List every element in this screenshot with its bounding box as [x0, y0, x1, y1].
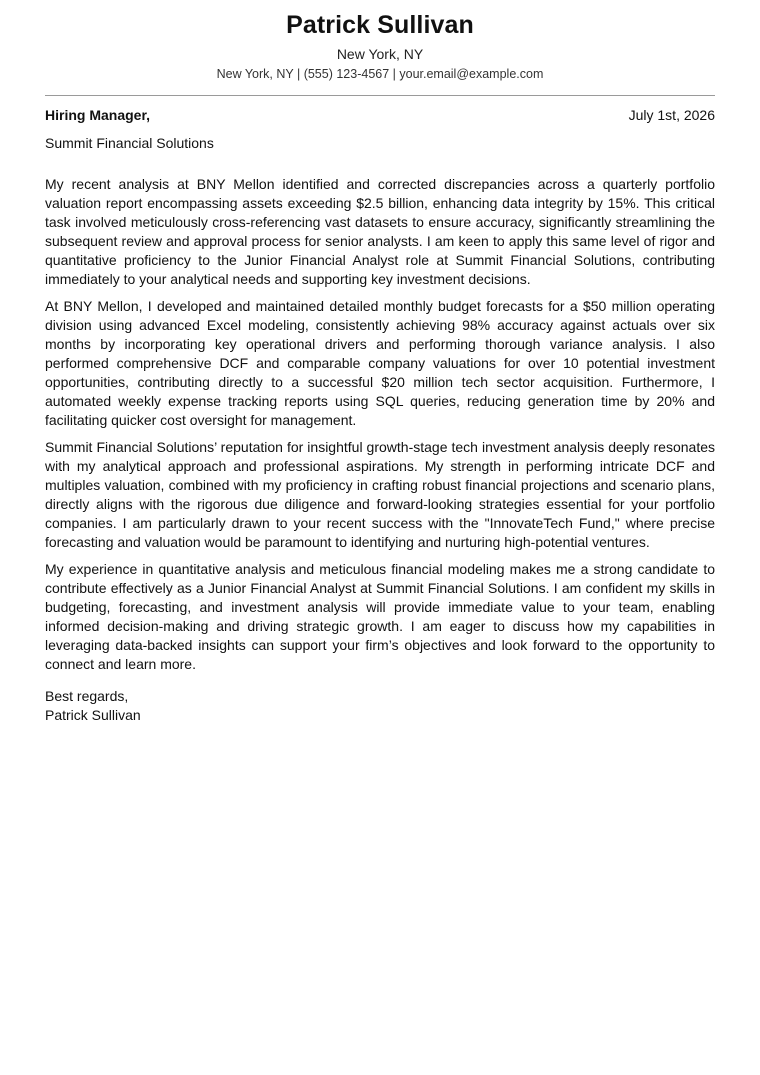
cover-letter-page — [45, 0, 715, 725]
body-paragraph: Summit Financial Solutions’ reputation for insightful growth-stage tech investment analysis deeply resonates with my analytical approach and professional aspirations. My strength in performing intricate DCF and multiples valuation, combined with my proficiency in crafting robust financial projections and scenario plans, directly aligns with the rigorous due diligence and forward-looking strategies essential for your portfolio companies. I am particularly drawn to your recent success with the "InnovateTech Fund," where precise forecasting and valuation would be paramount to identifying and nurturing high-potential ventures. — [45, 439, 715, 550]
letter-closing — [45, 687, 715, 725]
header-divider — [45, 95, 715, 96]
letter-date: July 1st, 2026 — [628, 107, 715, 123]
letter-body — [45, 175, 715, 674]
body-paragraph: At BNY Mellon, I developed and maintained detailed monthly budget forecasts for a $50 million operating division using advanced Excel modeling, consistently achieving 98% accuracy against actuals over six months by incorporating key operational drivers and performing thorough variance analysis. I also performed comprehensive DCF and comparable company valuations for over 10 potential investment opportunities, contributing directly to a successful $20 million tech sector acquisition. Furthermore, I automated weekly expense tracking reports using SQL queries, reducing generation time by 20% and facilitating quicker cost oversight for management. — [45, 298, 715, 428]
recipient-row — [45, 106, 715, 124]
body-paragraph: My recent analysis at BNY Mellon identified and corrected discrepancies across a quarterly portfolio valuation report encompassing assets exceeding $2.5 billion, enhancing data integrity by 15%. This critical task involved meticulously cross-referencing vast datasets to ensure accuracy, significantly streamlining the subsequent review and approval process for senior analysts. I am keen to apply this same level of rigor and quantitative proficiency to the Junior Financial Analyst role at Summit Financial Solutions, contributing immediately to your analytical needs and supporting key investment decisions. — [45, 176, 715, 287]
recipient-greeting: Hiring Manager, — [45, 107, 151, 123]
applicant-name: Patrick Sullivan — [286, 11, 474, 39]
applicant-location: New York, NY — [336, 46, 424, 62]
closing-signature: Patrick Sullivan — [45, 707, 141, 723]
recipient-company: Summit Financial Solutions — [45, 135, 214, 151]
applicant-contact-line: New York, NY | (555) 123-4567 | your.email@example.com — [216, 67, 544, 81]
body-paragraph: My experience in quantitative analysis and meticulous financial modeling makes me a strong candidate to contribute effectively as a Junior Financial Analyst at Summit Financial Solutions. I am confident my skills in budgeting, forecasting, and investment analysis will provide immediate value to your team, enabling informed decision-making and driving strategic growth. I am eager to discuss how my capabilities in leveraging data-backed insights can support your firm’s objectives and look forward to the opportunity to connect and learn more. — [45, 561, 715, 672]
letter-header — [45, 0, 715, 82]
closing-salutation: Best regards, — [45, 688, 129, 704]
